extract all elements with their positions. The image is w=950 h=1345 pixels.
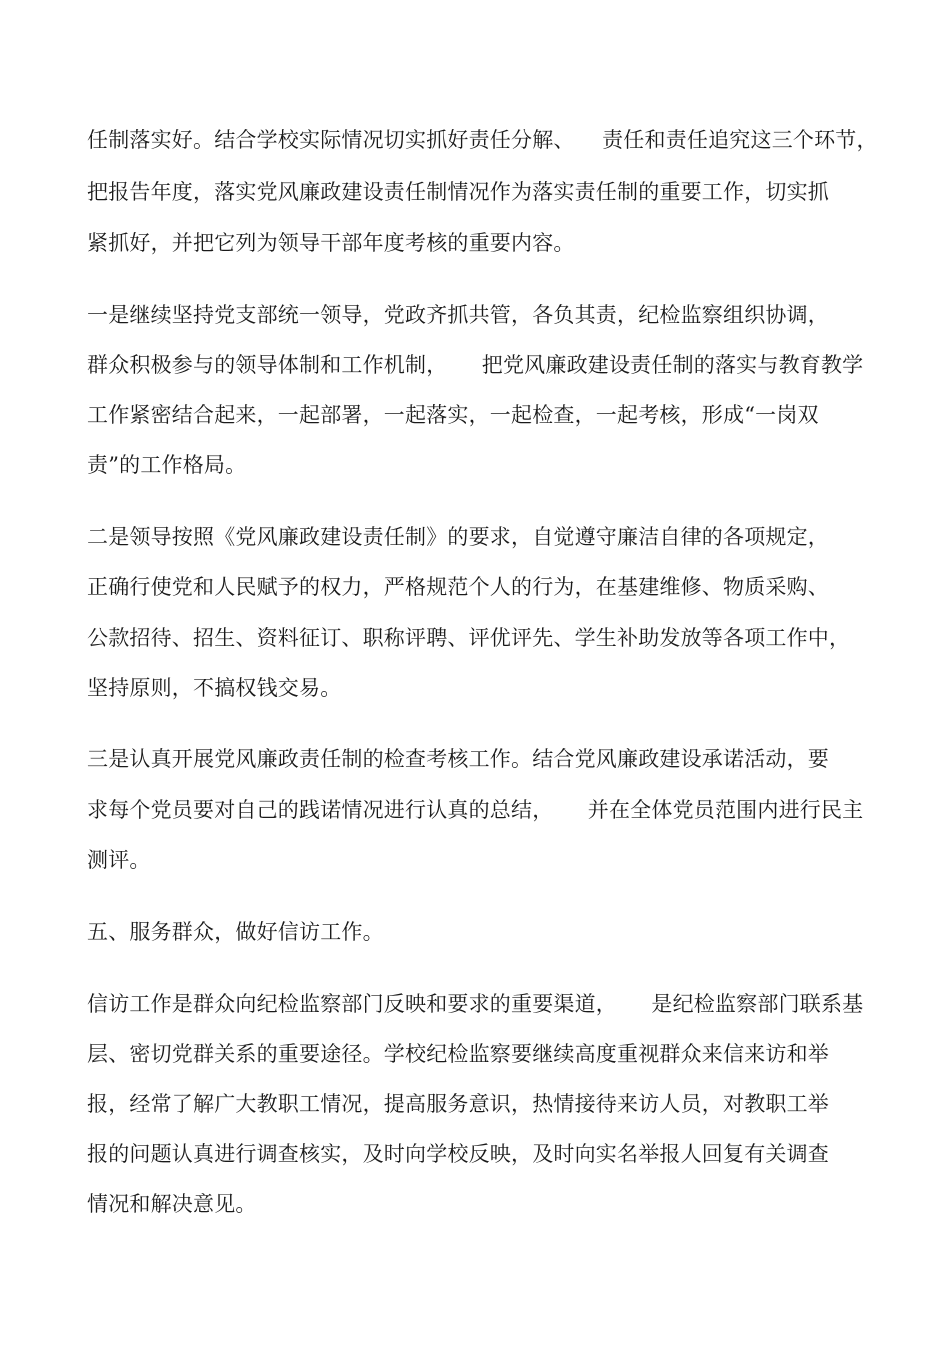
text-line: 责”的工作格局。 (87, 453, 247, 477)
text-line: 紧抓好，并把它列为领导干部年度考核的重要内容。 (87, 231, 575, 255)
text-line: 情况和解决意见。 (87, 1192, 257, 1216)
text-line: 坚持原则，不搞权钱交易。 (87, 676, 342, 700)
text-line: 公款招待、招生、资料征订、职称评聘、评优评先、学生补助发放等各项工作中， (87, 626, 851, 650)
text-line: 任制落实好。结合学校实际情况切实抓好责任分解、 责任和责任追究这三个环节， (87, 128, 878, 152)
section-heading: 五、服务群众，做好信访工作。 (87, 920, 384, 944)
text-line: 工作紧密结合起来，一起部署，一起落实，一起检查，一起考核，形成“一岗双 (87, 403, 819, 427)
text-line: 信访工作是群众向纪检监察部门反映和要求的重要渠道， 是纪检监察部门联系基 (87, 992, 864, 1016)
text-line: 把报告年度，落实党风廉政建设责任制情况作为落实责任制的重要工作，切实抓 (87, 180, 829, 204)
text-line: 正确行使党和人民赋予的权力，严格规范个人的行为，在基建维修、物质采购、 (87, 575, 829, 599)
text-line: 层、密切党群关系的重要途径。学校纪检监察要继续高度重视群众来信来访和举 (87, 1042, 829, 1066)
text-line: 测评。 (87, 848, 151, 872)
text-line: 群众积极参与的领导体制和工作机制， 把党风廉政建设责任制的落实与教育教学 (87, 353, 864, 377)
text-line: 报的问题认真进行调查核实，及时向学校反映，及时向实名举报人回复有关调查 (87, 1142, 829, 1166)
text-line: 二是领导按照《党风廉政建设责任制》的要求，自觉遵守廉洁自律的各项规定， (87, 525, 829, 549)
text-line: 报，经常了解广大教职工情况，提高服务意识，热情接待来访人员，对教职工举 (87, 1092, 829, 1116)
text-line: 三是认真开展党风廉政责任制的检查考核工作。结合党风廉政建设承诺活动，要 (87, 747, 829, 771)
text-line: 一是继续坚持党支部统一领导，党政齐抓共管，各负其责，纪检监察组织协调， (87, 303, 829, 327)
text-line: 求每个党员要对自己的践诺情况进行认真的总结， 并在全体党员范围内进行民主 (87, 798, 864, 822)
